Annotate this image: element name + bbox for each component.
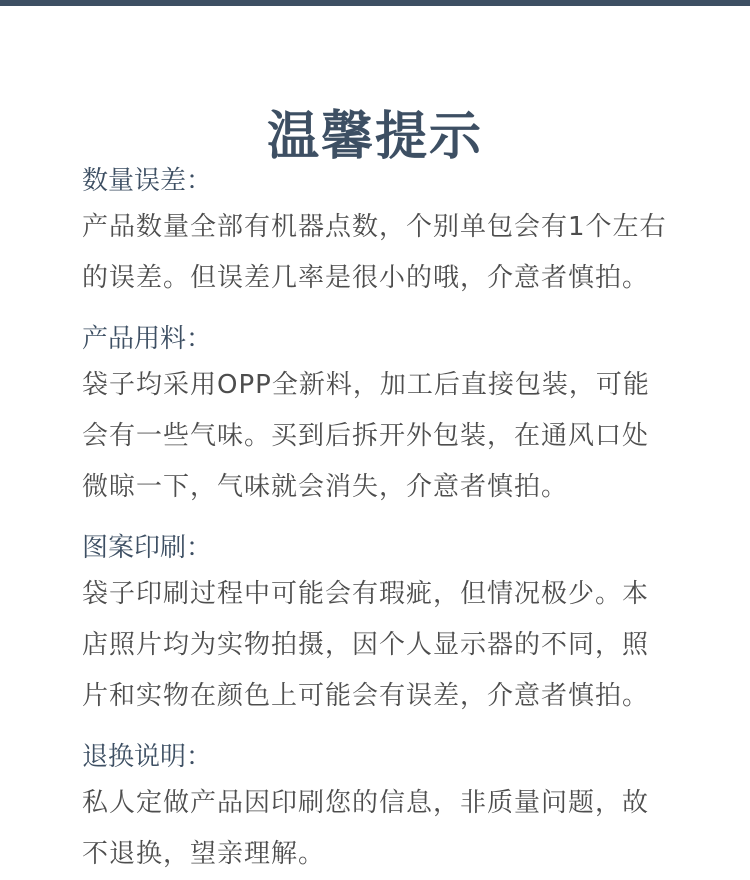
notice-content [82, 160, 722, 880]
section-body: 袋子均采用OPP全新料，加工后直接包装，可能 会有一些气味。买到后拆开外包装，在通风口处 微晾一下，气味就会消失，介意者慎拍。 [82, 370, 650, 502]
section-heading: 数量误差： [82, 166, 213, 196]
section-pattern-printing [82, 527, 722, 722]
section-product-material [82, 318, 722, 513]
section-heading: 图案印刷： [82, 533, 213, 563]
section-body: 产品数量全部有机器点数，个别单包会有1个左右 的误差。但误差几率是很小的哦，介意者慎拍。 [82, 212, 667, 293]
section-body: 私人定做产品因印刷您的信息，非质量问题，故 不退换，望亲理解。 [82, 788, 650, 869]
section-quantity-error [82, 160, 722, 304]
top-accent-bar [0, 0, 750, 6]
section-heading: 退换说明： [82, 742, 213, 772]
section-return-policy [82, 736, 722, 880]
page-title: 温馨提示 [266, 105, 483, 167]
section-heading: 产品用料： [82, 324, 213, 354]
section-body: 袋子印刷过程中可能会有瑕疵，但情况极少。本 店照片均为实物拍摄，因个人显示器的不同，照 片和实物在颜色上可能会有误差，介意者慎拍。 [82, 579, 650, 711]
